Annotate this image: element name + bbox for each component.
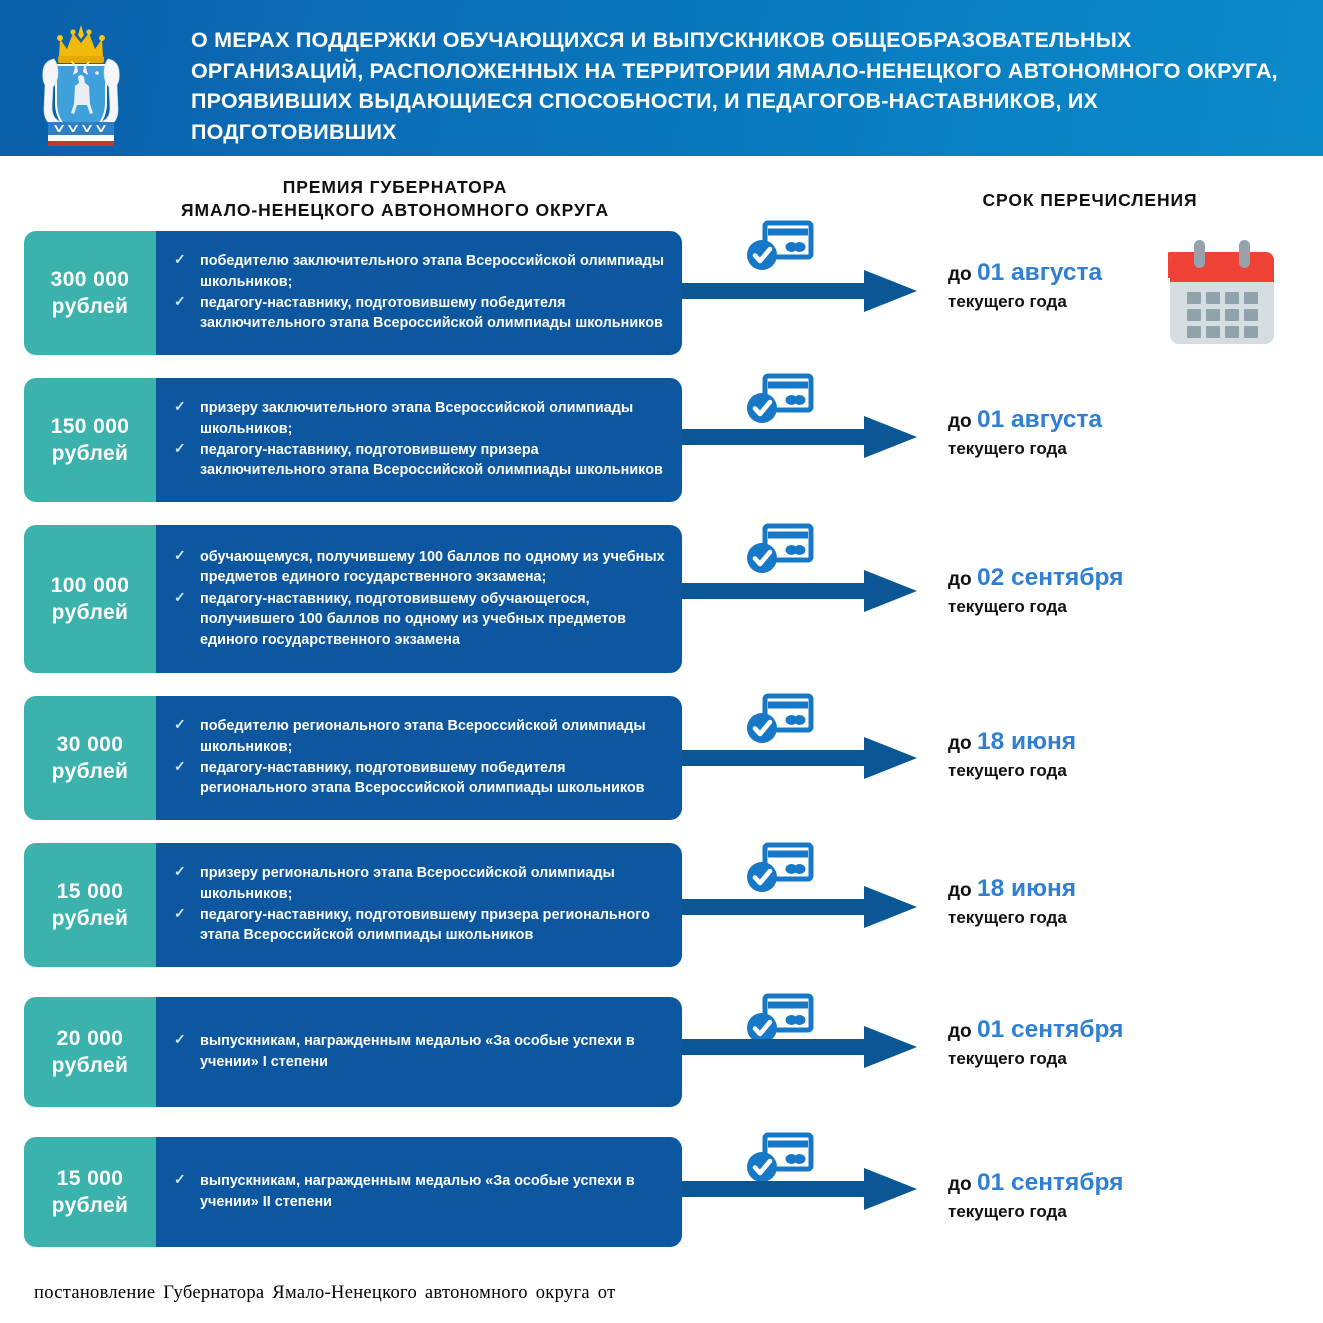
transfer-deadline (948, 1168, 1248, 1223)
award-amount (24, 843, 156, 967)
checkmark-icon: ✓ (174, 716, 186, 733)
checkmark-icon: ✓ (174, 251, 186, 268)
deadline-date: 18 июня (976, 875, 1077, 902)
criteria-text: выпускникам, награжденным медалью «За особые успехи в учении» II степени (200, 1173, 635, 1210)
left-column-heading-line2: ЯМАЛО-НЕНЕЦКОГО АВТОНОМНОГО ОКРУГА (181, 200, 609, 221)
criteria-text: педагогу-наставнику, подготовившему победителя заключительного этапа Всероссийской олимпиады школьников (200, 295, 663, 332)
criteria-text: педагогу-наставнику, подготовившему обучающегося, получившего 100 баллов по одному из учебных предметов единого государственного экзамена (200, 590, 626, 648)
eligibility-criteria (156, 525, 682, 673)
award-amount-unit: рублей (51, 442, 129, 465)
transfer-deadline (948, 258, 1248, 313)
award-amount (24, 525, 156, 673)
deadline-prefix: до (948, 1174, 972, 1195)
criteria-text: обучающемуся, получившему 100 баллов по одному из учебных предметов единого государственного экзамена; (200, 548, 665, 586)
criteria-item (170, 1171, 666, 1212)
flow-arrow (682, 570, 917, 612)
award-amount (24, 231, 156, 355)
transfer-deadline (948, 405, 1248, 460)
deadline-year-note: текущего года (948, 291, 1067, 311)
award-amount-value: 15 000 (56, 879, 124, 903)
deadline-year-note: текущего года (948, 438, 1067, 458)
checkmark-icon: ✓ (174, 905, 186, 921)
criteria-text: педагогу-наставнику, подготовившему победителя регионального этапа Всероссийской олимпиады школьников (200, 760, 645, 797)
eligibility-criteria (156, 843, 682, 967)
deadline-date: 18 июня (976, 728, 1077, 755)
award-amount-value: 30 000 (56, 732, 124, 756)
deadline-line (948, 1168, 1248, 1199)
deadline-date: 01 августа (976, 259, 1103, 286)
deadline-date: 02 сентября (976, 564, 1124, 591)
checkmark-icon: ✓ (174, 1171, 186, 1188)
flow-arrow (682, 1026, 917, 1068)
deadline-line (948, 563, 1248, 594)
checkmark-icon: ✓ (174, 1031, 186, 1048)
transfer-deadline (948, 874, 1248, 929)
deadline-date: 01 сентября (976, 1016, 1124, 1043)
deadline-line (948, 1015, 1248, 1046)
award-amount (24, 378, 156, 502)
award-amount (24, 696, 156, 820)
criteria-item (170, 863, 666, 904)
deadline-year-note: текущего года (948, 1201, 1067, 1221)
deadline-date: 01 сентября (976, 1169, 1124, 1196)
right-arrow-icon (682, 416, 917, 458)
deadline-prefix: до (948, 1021, 972, 1042)
criteria-list (170, 547, 666, 651)
benefit-card (24, 378, 682, 502)
criteria-list (170, 1171, 666, 1213)
transfer-deadline (948, 1015, 1248, 1070)
transfer-deadline (948, 727, 1248, 782)
flow-arrow (682, 886, 917, 928)
award-amount (24, 1137, 156, 1247)
criteria-item (170, 293, 666, 334)
criteria-list (170, 398, 666, 482)
award-amount-value: 20 000 (56, 1026, 124, 1050)
deadline-prefix: до (948, 569, 972, 590)
criteria-item (170, 440, 666, 481)
deadline-line (948, 874, 1248, 905)
criteria-list (170, 863, 666, 947)
right-arrow-icon (682, 1026, 917, 1068)
checkmark-icon: ✓ (174, 546, 186, 563)
eligibility-criteria (156, 378, 682, 502)
deadline-line (948, 405, 1248, 436)
award-amount-value: 15 000 (56, 1166, 124, 1190)
flow-arrow (682, 416, 917, 458)
right-arrow-icon (682, 270, 917, 312)
award-amount-unit: рублей (51, 907, 129, 930)
award-amount-unit: рублей (51, 295, 129, 318)
page-title: О МЕРАХ ПОДДЕРЖКИ ОБУЧАЮЩИХСЯ И ВЫПУСКНИКОВ ОБЩЕОБРАЗОВАТЕЛЬНЫХ ОРГАНИЗАЦИЙ, РАСПОЛОЖЕННЫХ НА ТЕРРИТОРИИ ЯМАЛО-НЕНЕЦКОГО АВТОНОМНОГО ОКРУГА, ПРОЯВИВШИХ ВЫДАЮЩИЕСЯ СПОСОБНОСТИ, И ПЕДАГОГОВ-НАСТАВНИКОВ, ИХ ПОДГОТОВИВШИХ (191, 28, 1278, 144)
left-column-heading-line1: ПРЕМИЯ ГУБЕРНАТОРА (282, 177, 508, 197)
checkmark-icon: ✓ (174, 588, 186, 605)
benefit-card (24, 525, 682, 673)
award-amount-unit: рублей (51, 1194, 129, 1217)
award-amount-value: 100 000 (50, 573, 130, 597)
right-arrow-icon (682, 886, 917, 928)
deadline-year-note: текущего года (948, 1048, 1067, 1068)
benefit-card (24, 696, 682, 820)
award-amount (24, 997, 156, 1107)
transfer-deadline (948, 563, 1248, 618)
footer-note: постановление Губернатора Ямало-Ненецкого автономного округа от (34, 1283, 616, 1303)
criteria-text: победителю заключительного этапа Всероссийской олимпиады школьников; (200, 253, 665, 290)
eligibility-criteria (156, 231, 682, 355)
award-amount-value: 150 000 (50, 414, 130, 438)
deadline-year-note: текущего года (948, 907, 1067, 927)
deadline-prefix: до (948, 733, 972, 754)
criteria-text: педагогу-наставнику, подготовившему призера заключительного этапа Всероссийской олимпиады школьников (200, 442, 663, 479)
criteria-item (170, 716, 666, 757)
criteria-text: выпускникам, награжденным медалью «За особые успехи в учении» I степени (200, 1033, 635, 1070)
deadline-year-note: текущего года (948, 760, 1067, 780)
award-amount-unit: рублей (51, 601, 129, 624)
criteria-text: призеру заключительного этапа Всероссийской олимпиады школьников; (200, 400, 634, 437)
deadline-line (948, 727, 1248, 758)
checkmark-icon: ✓ (174, 398, 186, 415)
criteria-text: призеру регионального этапа Всероссийской олимпиады школьников; (200, 865, 615, 902)
criteria-text: победителю регионального этапа Всероссийской олимпиады школьников; (200, 718, 646, 755)
criteria-item (170, 251, 666, 292)
criteria-text: педагогу-наставнику, подготовившему призера регионального этапа Всероссийской олимпиады школьников (200, 907, 650, 944)
benefit-card (24, 231, 682, 355)
criteria-list (170, 716, 666, 800)
page-header (0, 0, 1323, 156)
deadline-prefix: до (948, 411, 972, 432)
benefit-card (24, 997, 682, 1107)
deadline-prefix: до (948, 880, 972, 901)
criteria-list (170, 251, 666, 335)
benefit-card (24, 843, 682, 967)
award-amount-unit: рублей (51, 1054, 129, 1077)
eligibility-criteria (156, 696, 682, 820)
criteria-list (170, 1031, 666, 1073)
award-amount-unit: рублей (51, 760, 129, 783)
deadline-prefix: до (948, 264, 972, 285)
checkmark-icon: ✓ (174, 863, 186, 880)
criteria-item (170, 758, 666, 799)
checkmark-icon: ✓ (174, 293, 186, 309)
criteria-item (170, 905, 666, 946)
criteria-item (170, 398, 666, 439)
benefit-card (24, 1137, 682, 1247)
left-column-heading (85, 176, 705, 223)
deadline-date: 01 августа (976, 406, 1103, 433)
card-check-icon-wrap (745, 219, 815, 275)
criteria-item (170, 589, 666, 650)
flow-arrow (682, 270, 917, 312)
criteria-item (170, 1031, 666, 1072)
checkmark-icon: ✓ (174, 440, 186, 456)
flow-arrow (682, 1168, 917, 1210)
award-amount-value: 300 000 (50, 267, 130, 291)
eligibility-criteria (156, 1137, 682, 1247)
right-column-heading: СРОК ПЕРЕЧИСЛЕНИЯ (982, 190, 1198, 210)
deadline-line (948, 258, 1248, 289)
criteria-item (170, 547, 666, 588)
flow-arrow (682, 737, 917, 779)
right-arrow-icon (682, 737, 917, 779)
coat-of-arms-yanao-icon (26, 11, 136, 151)
right-arrow-icon (682, 1168, 917, 1210)
card-check-icon (745, 219, 815, 275)
checkmark-icon: ✓ (174, 758, 186, 774)
right-arrow-icon (682, 570, 917, 612)
deadline-year-note: текущего года (948, 596, 1067, 616)
eligibility-criteria (156, 997, 682, 1107)
